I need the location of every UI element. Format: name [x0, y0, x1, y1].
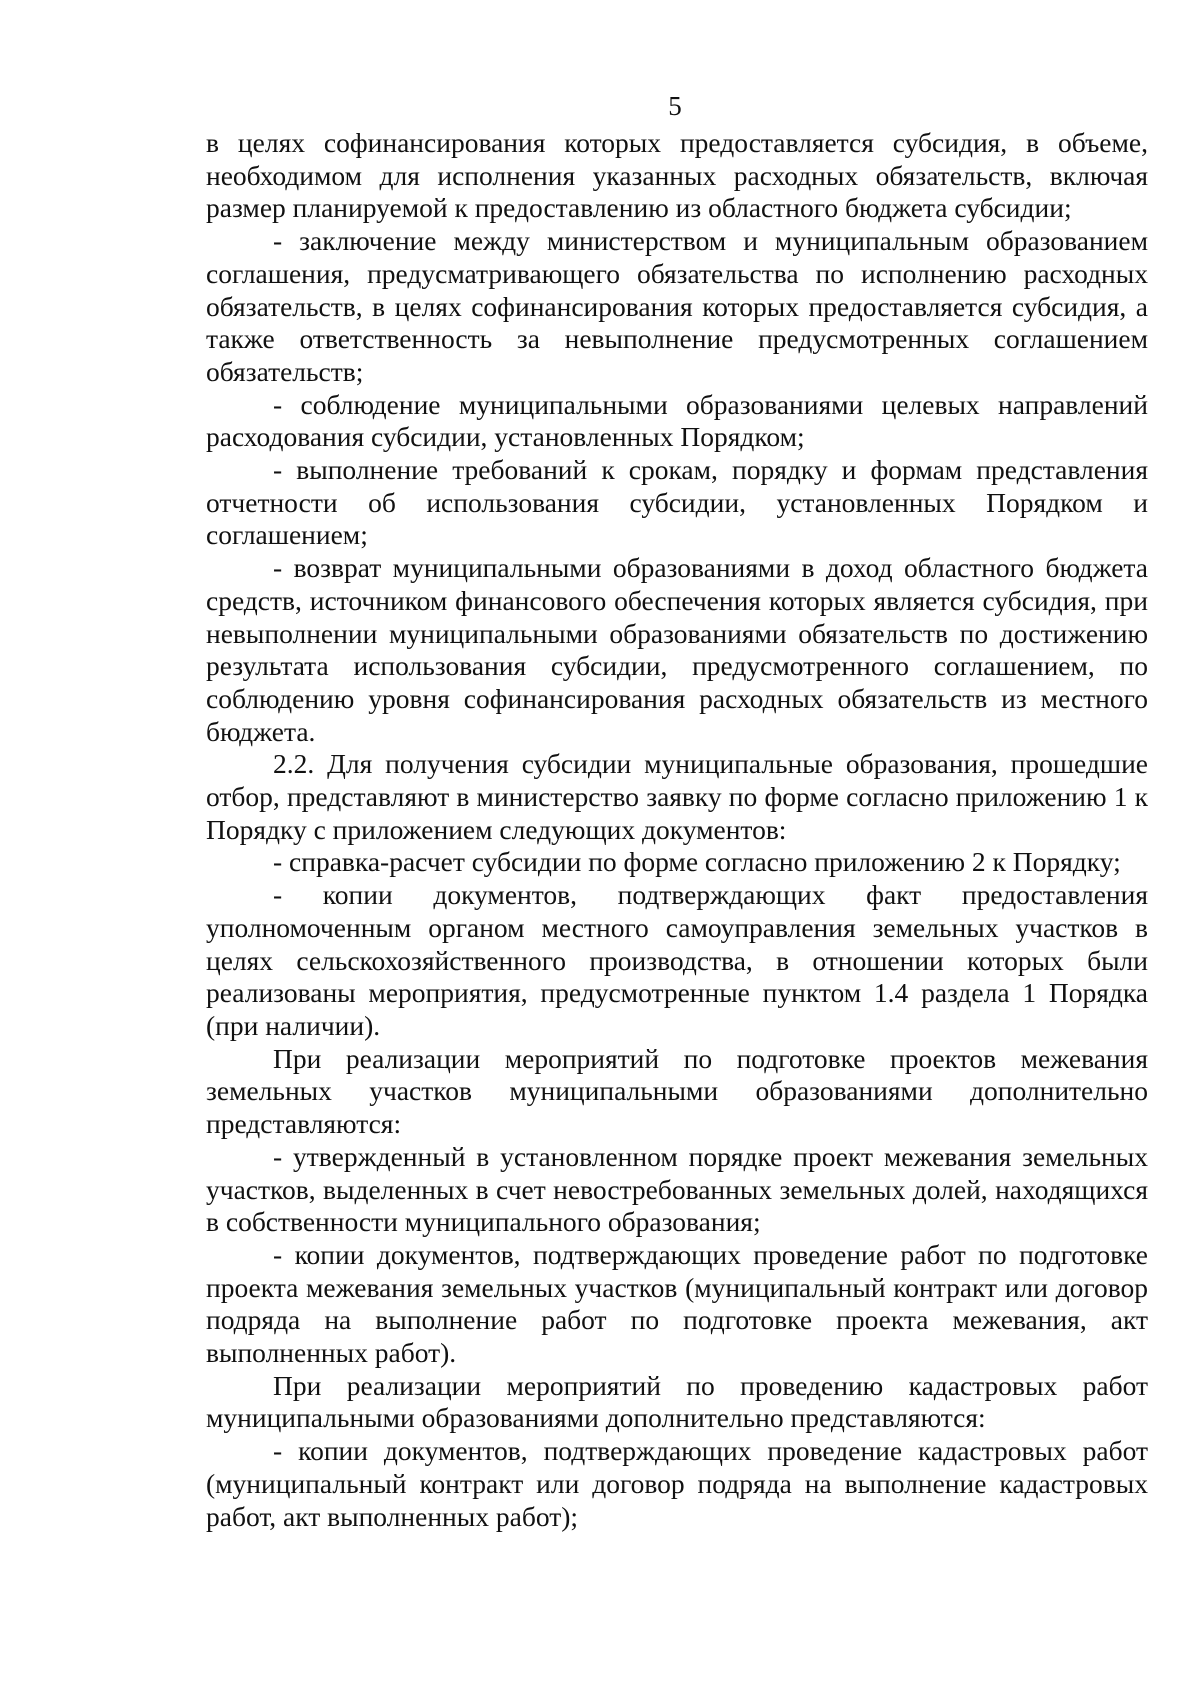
paragraph-agreement-conclusion: - заключение между министерством и муниципальным образованием соглашения, предусматривающего обязательства по исполнению расходных обязательств, в целях софинансирования которых предоставляется субсидия, а также ответственность за невыполнение предусмотренных соглашением обязательств;: [206, 225, 1148, 387]
paragraph-reporting-requirements: - выполнение требований к срокам, порядку и формам представления отчетности об использования субсидии, установленных Порядком и соглашением;: [206, 454, 1148, 551]
document-body: [206, 127, 1148, 1533]
paragraph-approved-survey-project: - утвержденный в установленном порядке проект межевания земельных участков, выделенных в счет невостребованных земельных долей, находящихся в собственности муниципального образования;: [206, 1140, 1148, 1238]
paragraph-land-provision-documents: - копии документов, подтверждающих факт предоставления уполномоченным органом местного самоуправления земельных участков в целях сельскохозяйственного производства, в отношении которых были реализованы мероприятия, предусмотренные пунктом 1.4 раздела 1 Порядка (при наличии).: [206, 879, 1148, 1041]
paragraph-survey-work-documents: - копии документов, подтверждающих проведение работ по подготовке проекта межевания земельных участков (муниципальный контракт или договор подряда на выполнение работ по подготовке проекта межевания, акт выполненных работ).: [206, 1238, 1148, 1369]
paragraph-calculation-certificate: - справка-расчет субсидии по форме согласно приложению 2 к Порядку;: [273, 846, 1121, 878]
page-number: 5: [668, 91, 682, 121]
paragraph-targeted-use: - соблюдение муниципальными образованиями целевых направлений расходования субсидии, установленных Порядком;: [206, 388, 1148, 453]
paragraph-refund: - возврат муниципальными образованиями в доход областного бюджета средств, источником финансового обеспечения которых является субсидия, при невыполнении муниципальными образованиями обязательств по достижению результата использования субсидии, предусмотренного соглашением, по соблюдению уровня софинансирования расходных обязательств из местного бюджета.: [206, 552, 1148, 747]
paragraph-section-2-2: 2.2. Для получения субсидии муниципальные образования, прошедшие отбор, представляют в министерство заявку по форме согласно приложению 1 к Порядку с приложением следующих документов:: [206, 748, 1148, 845]
paragraph-continuation: в целях софинансирования которых предоставляется субсидия, в объеме, необходимом для исполнения указанных расходных обязательств, включая размер планируемой к предоставлению из областного бюджета субсидии;: [206, 127, 1148, 224]
paragraph-survey-projects-intro: При реализации мероприятий по подготовке проектов межевания земельных участков муниципальными образованиями дополнительно представляются:: [206, 1042, 1148, 1140]
paragraph-cadastral-intro: При реализации мероприятий по проведению кадастровых работ муниципальными образованиями дополнительно представляются:: [206, 1369, 1148, 1434]
paragraph-cadastral-documents: - копии документов, подтверждающих проведение кадастровых работ (муниципальный контракт или договор подряда на выполнение кадастровых работ, акт выполненных работ);: [206, 1435, 1148, 1532]
